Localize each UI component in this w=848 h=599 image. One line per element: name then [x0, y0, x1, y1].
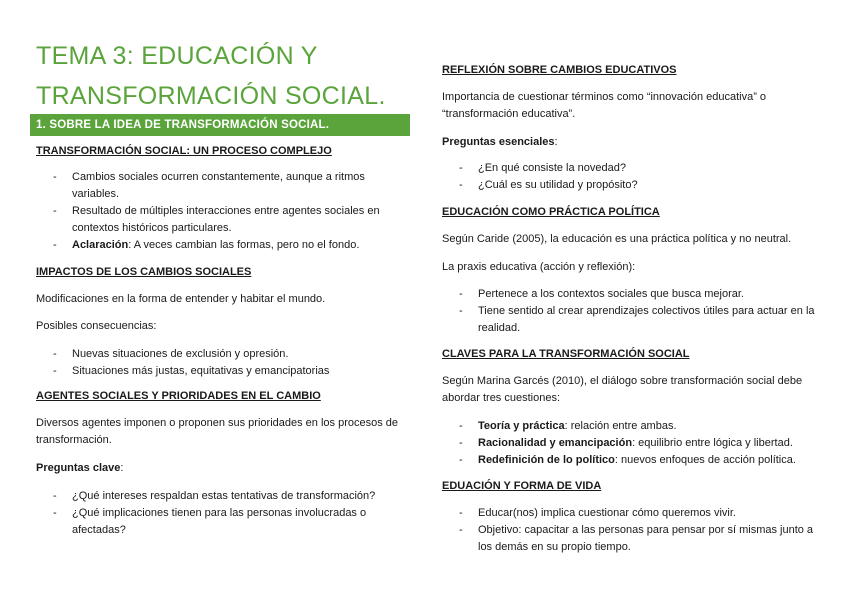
paragraph: Importancia de cuestionar términos como “innovación educativa” o “transformación educativa”.: [442, 91, 767, 120]
item-text: : equilibrio entre lógica y libertad.: [632, 437, 793, 449]
list-item: [442, 435, 818, 452]
punctuation: :: [120, 462, 124, 474]
list-item: - Situaciones más justas, equitativas y emancipatorias: [36, 363, 412, 380]
list-item: - Pertenece a los contextos sociales que busca mejorar.: [442, 286, 818, 303]
list-item: - ¿En qué consiste la novedad?: [442, 160, 818, 177]
item-bold-label: Racionalidad y emancipación: [478, 437, 633, 449]
list-transformacion: [36, 169, 412, 254]
paragraph: Según Caride (2005), la educación es una práctica política y no neutral.: [442, 233, 792, 245]
paragraph: [36, 460, 412, 477]
item-text: : nuevos enfoques de acción política.: [614, 454, 796, 466]
list-item: - Educar(nos) implica cuestionar cómo queremos vivir.: [442, 505, 818, 522]
heading-impactos: IMPACTOS DE LOS CAMBIOS SOCIALES: [36, 266, 252, 278]
item-bold-label: Aclaración: [72, 239, 129, 251]
paragraph: Diversos agentes imponen o proponen sus prioridades en los procesos de transformación.: [36, 417, 398, 446]
heading-practica-politica: EDUCACIÓN COMO PRÁCTICA POLÍTICA: [442, 206, 660, 218]
item-bold-label: Redefinición de lo político: [478, 454, 615, 466]
paragraph: [442, 134, 812, 151]
list-forma-de-vida: [442, 505, 818, 556]
heading-transformacion-social: TRANSFORMACIÓN SOCIAL: UN PROCESO COMPLEJO: [36, 145, 332, 157]
list-consecuencias: [36, 346, 412, 380]
list-item: - Nuevas situaciones de exclusión y opresión.: [36, 346, 412, 363]
list-item: [442, 452, 818, 469]
heading-agentes-sociales: AGENTES SOCIALES Y PRIORIDADES EN EL CAMBIO: [36, 390, 321, 402]
list-item: - ¿Qué intereses respaldan estas tentativas de transformación?: [36, 488, 412, 505]
heading-reflexion: REFLEXIÓN SOBRE CAMBIOS EDUCATIVOS: [442, 64, 677, 76]
paragraph: La praxis educativa (acción y reflexión):: [442, 261, 636, 273]
paragraph: Modificaciones en la forma de entender y habitar el mundo.: [36, 293, 326, 305]
list-item: [36, 237, 412, 254]
bold-label: Preguntas esenciales: [442, 136, 555, 148]
list-claves: [442, 418, 818, 469]
list-item: - Objetivo: capacitar a las personas para pensar por sí mismas junto a los demás en su propio tiempo.: [442, 522, 818, 556]
list-item: - Cambios sociales ocurren constantemente, aunque a ritmos variables.: [36, 169, 412, 203]
list-preguntas-esenciales: [442, 160, 818, 194]
list-praxis: [442, 286, 818, 337]
list-item: - Resultado de múltiples interacciones entre agentes sociales en contextos históricos particulares.: [36, 203, 412, 237]
item-bold-label: Teoría y práctica: [478, 420, 565, 432]
list-item: [442, 418, 818, 435]
list-item: - ¿Cuál es su utilidad y propósito?: [442, 177, 818, 194]
section-heading-bar: 1. SOBRE LA IDEA DE TRANSFORMACIÓN SOCIAL.: [30, 114, 410, 136]
list-item: - ¿Qué implicaciones tienen para las personas involucradas o afectadas?: [36, 505, 412, 539]
item-text: : relación entre ambas.: [564, 420, 677, 432]
item-text: : A veces cambian las formas, pero no el fondo.: [128, 239, 360, 251]
paragraph: Posibles consecuencias:: [36, 320, 157, 332]
punctuation: :: [554, 136, 558, 148]
list-preguntas-clave: [36, 488, 412, 539]
heading-forma-de-vida: EDUACIÓN Y FORMA DE VIDA: [442, 480, 602, 492]
paragraph: Según Marina Garcés (2010), el diálogo sobre transformación social debe abordar tres cuestiones:: [442, 375, 803, 404]
list-item: - Tiene sentido al crear aprendizajes colectivos útiles para actuar en la realidad.: [442, 303, 818, 337]
page-title: TEMA 3: EDUCACIÓN Y TRANSFORMACIÓN SOCIAL.: [36, 42, 386, 110]
heading-claves: CLAVES PARA LA TRANSFORMACIÓN SOCIAL: [442, 348, 690, 360]
bold-label: Preguntas clave: [36, 462, 121, 474]
